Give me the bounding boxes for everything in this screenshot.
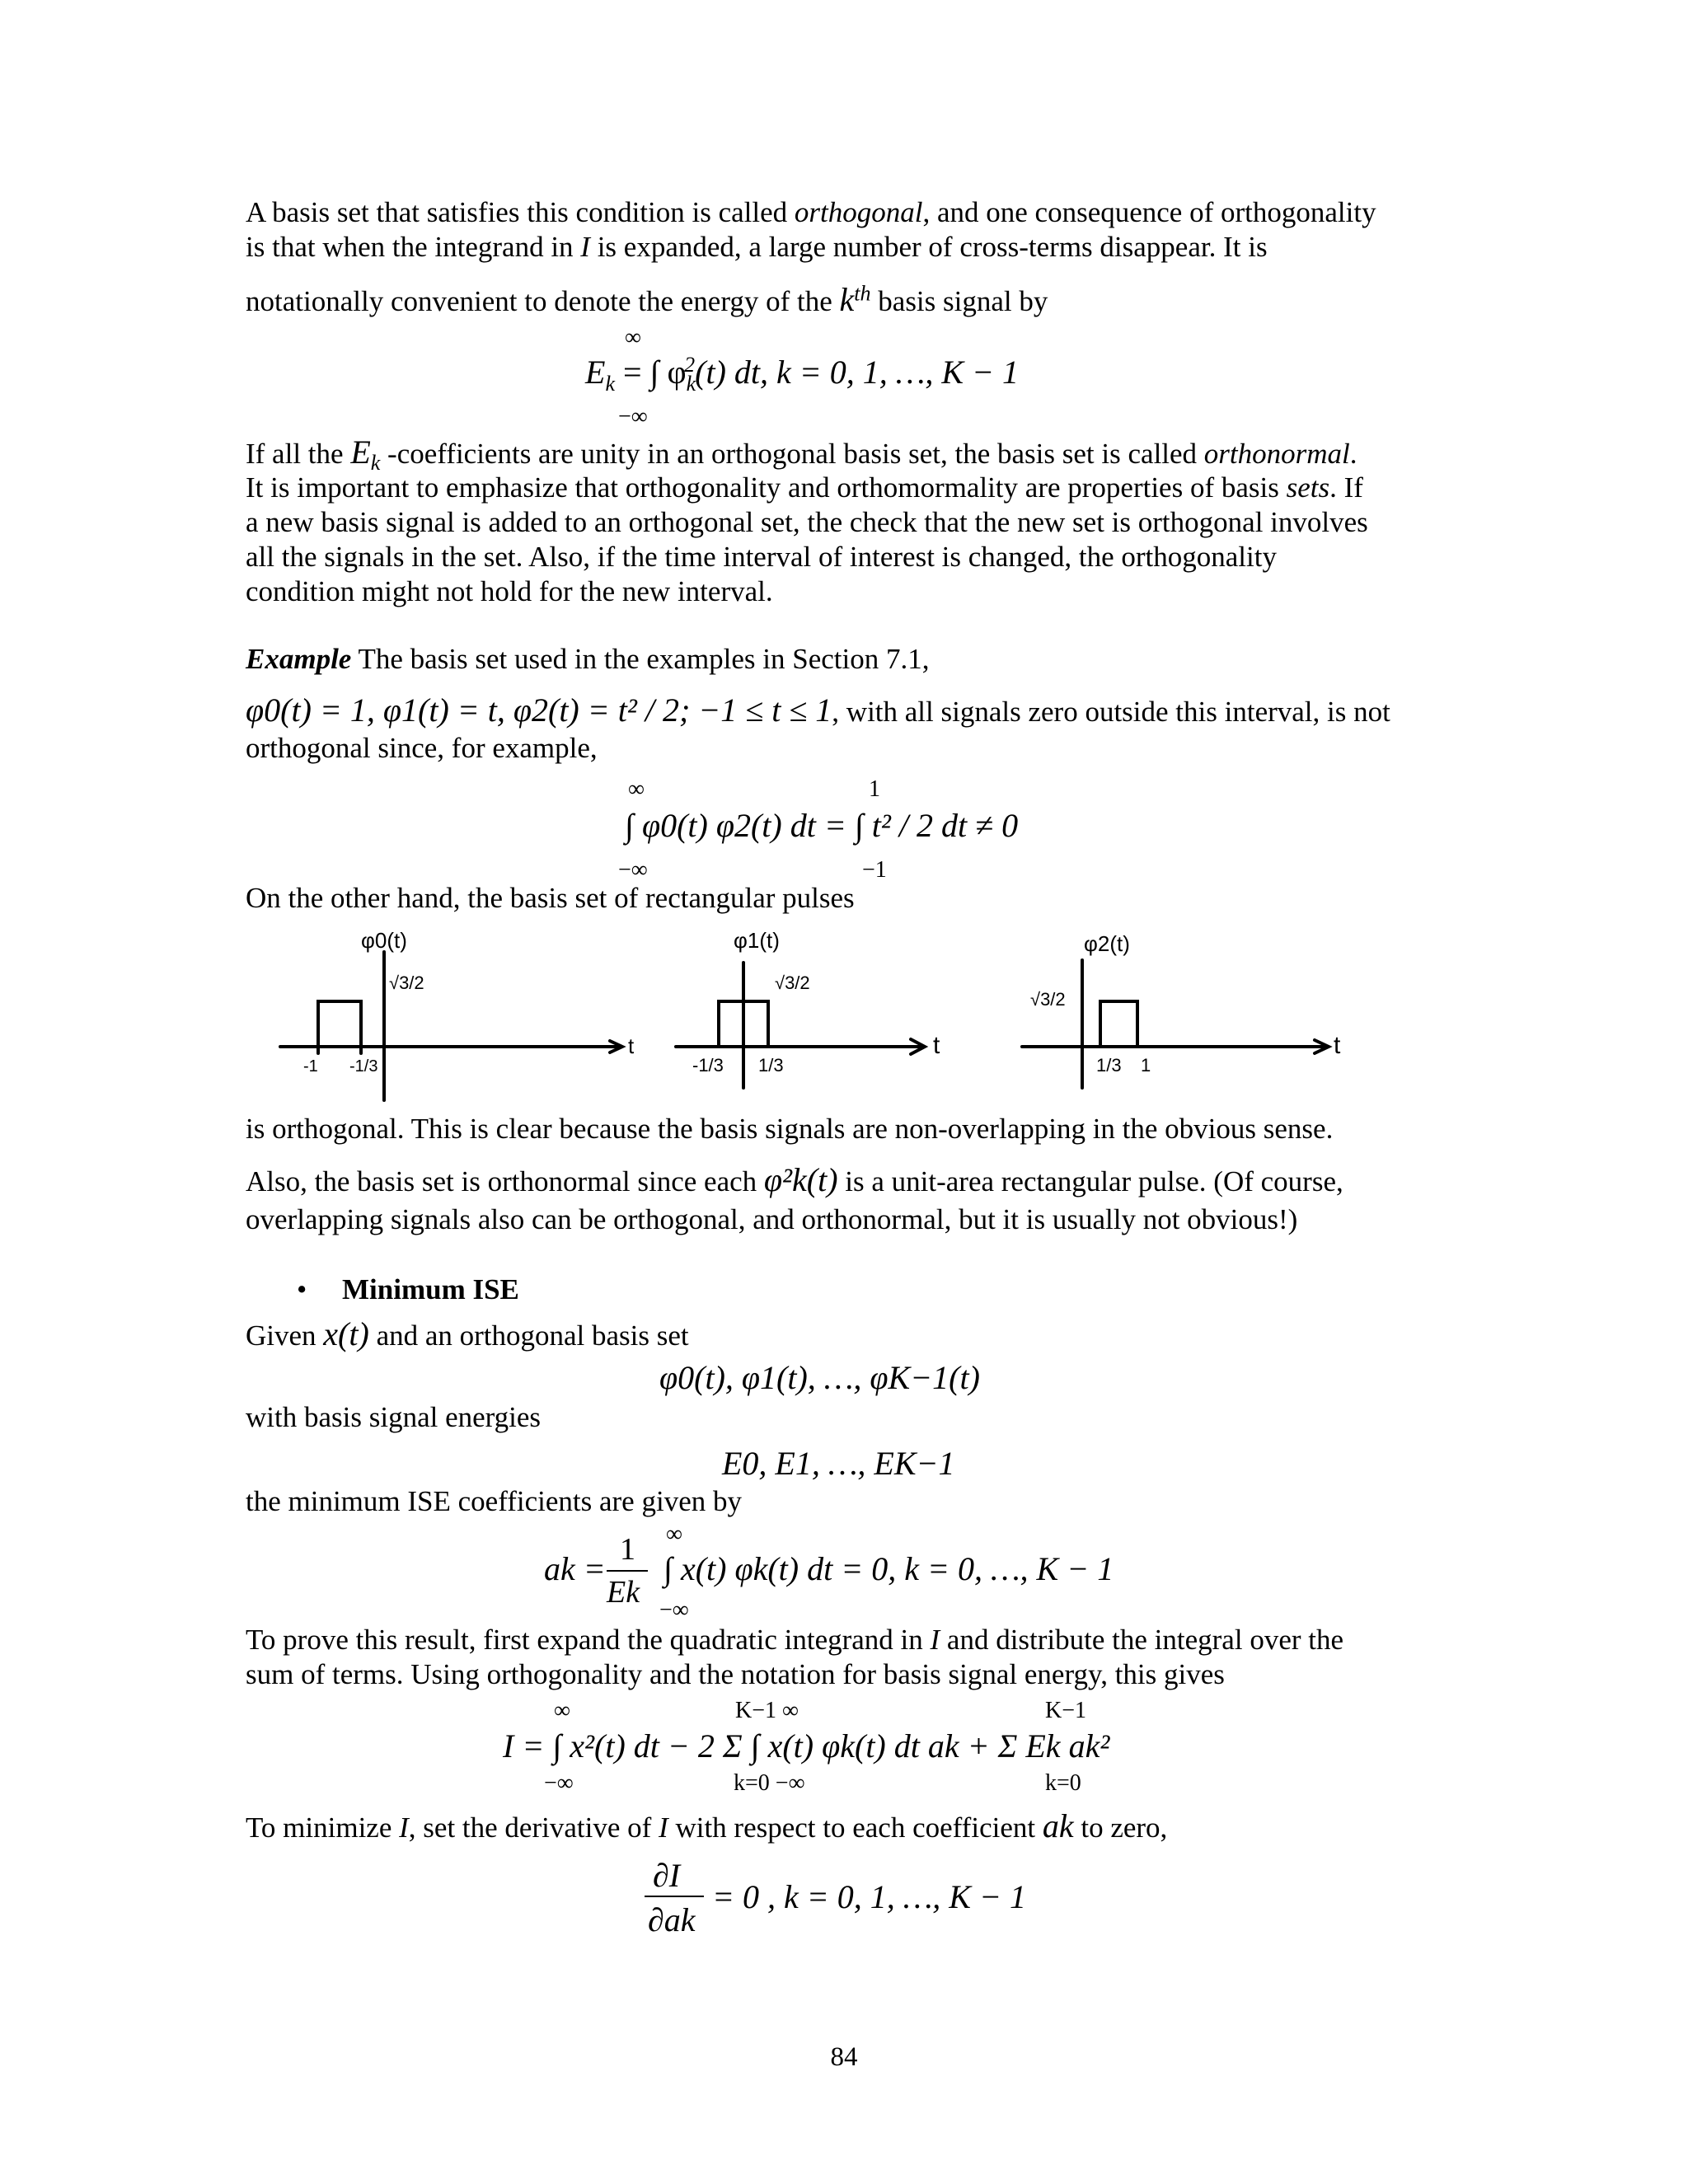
sketch1-tick: -1 xyxy=(303,1057,318,1076)
paragraph-line xyxy=(246,433,1357,475)
text-span: , with all signals zero outside this interval, is not xyxy=(832,696,1390,728)
math-xt: x(t) xyxy=(323,1315,369,1352)
math-th: th xyxy=(854,281,871,306)
text-span: A basis set that satisfies this condition is called xyxy=(246,196,795,228)
text-span: If all the xyxy=(246,438,351,470)
text-span: , and one consequence of orthogonality xyxy=(922,196,1376,228)
integral-lower-limit: −∞ xyxy=(618,857,648,883)
math-I: I xyxy=(399,1811,409,1844)
paragraph-line xyxy=(246,196,1376,229)
paragraph-line: all the signals in the set. Also, if the time interval of interest is changed, the orthogonality xyxy=(246,541,1277,573)
sketch2-axis-label: t xyxy=(933,1032,940,1059)
paragraph-line: the minimum ISE coefficients are given by xyxy=(246,1485,742,1517)
math-rest: (t) dt, k = 0, 1, …, K − 1 xyxy=(695,354,1019,391)
math-E: E xyxy=(350,434,371,471)
text-span: , set the derivative of xyxy=(408,1811,659,1844)
text-span: and distribute the integral over the xyxy=(940,1624,1344,1656)
emphasis-orthonormal: orthonormal xyxy=(1203,438,1350,470)
text-span: -coefficients are unity in an orthogonal basis set, the basis set is called xyxy=(380,438,1204,470)
math-ak: ak xyxy=(1042,1807,1074,1844)
sketch2-label: φ1(t) xyxy=(734,928,780,953)
integral-upper-limit: 1 xyxy=(869,776,880,802)
math-sup: 2 xyxy=(684,352,696,377)
math-I: I xyxy=(580,231,590,263)
bullet-icon: • xyxy=(297,1273,307,1305)
text-span: . If xyxy=(1329,471,1363,504)
math-basis-set: φ0(t) = 1, φ1(t) = t, φ2(t) = t² / 2; −1 ≤ t ≤ 1 xyxy=(246,691,832,729)
integral-upper-limit: ∞ xyxy=(628,776,645,802)
integral-lower-limit: −∞ xyxy=(618,404,648,429)
text-span: is that when the integrand in xyxy=(246,231,581,263)
paragraph-line xyxy=(246,691,1390,729)
text-span: and an orthogonal basis set xyxy=(368,1319,689,1352)
text-span: . xyxy=(1349,438,1357,470)
paragraph-line: sum of terms. Using orthogonality and the notation for basis signal energy, this gives xyxy=(246,1658,1225,1690)
text-span: To minimize xyxy=(246,1811,400,1844)
fraction-denominator: Ek xyxy=(607,1575,640,1610)
math-k: k xyxy=(839,281,855,318)
sketch1-label: φ0(t) xyxy=(361,928,407,953)
fraction-bar xyxy=(645,1896,704,1897)
math-expression: ∫ φ0(t) φ2(t) dt = ∫ t² / 2 dt ≠ 0 xyxy=(625,807,1019,844)
sketch-phi0 xyxy=(280,952,622,1100)
math-rest: = 0 , k = 0, 1, …, K − 1 xyxy=(712,1878,1026,1915)
paragraph-line: with basis signal energies xyxy=(246,1401,542,1433)
page-number: 84 xyxy=(830,2042,858,2072)
integral-lower-limit: −1 xyxy=(862,857,887,883)
math-E: E xyxy=(585,354,606,391)
example-label: Example xyxy=(246,643,352,675)
text-span: The basis set used in the examples in Section 7.1, xyxy=(351,643,930,675)
math-expression: I = ∫ x²(t) dt − 2 Σ ∫ x(t) φk(t) dt ak + Σ Ek ak² xyxy=(503,1727,1110,1765)
text-span: is expanded, a large number of cross-terms disappear. It is xyxy=(589,231,1268,263)
sketch1-tick: -1/3 xyxy=(349,1057,378,1076)
sum-lower-limit: k=0 xyxy=(1045,1770,1081,1796)
sketch2-amplitude: √3/2 xyxy=(775,972,810,993)
paragraph-line: condition might not hold for the new interval. xyxy=(246,575,773,607)
paragraph-line: a new basis signal is added to an orthogonal set, the check that the new set is orthogonal involves xyxy=(246,506,1368,538)
section-heading: Minimum ISE xyxy=(342,1273,519,1305)
sketch1-axis-label: t xyxy=(628,1033,635,1058)
pulse-sketches xyxy=(264,923,1376,1121)
text-span: is a unit-area rectangular pulse. (Of course, xyxy=(837,1165,1343,1197)
sum-upper-limit: K−1 ∞ xyxy=(735,1698,799,1723)
math-rest: ∫ x(t) φk(t) dt = 0, k = 0, …, K − 1 xyxy=(663,1550,1114,1587)
paragraph-line xyxy=(246,231,1268,264)
paragraph-line xyxy=(246,280,1048,319)
paragraph-line xyxy=(246,1315,689,1353)
paragraph-line xyxy=(246,1624,1343,1657)
fraction-bar xyxy=(607,1570,648,1572)
math-sub: k xyxy=(605,372,615,396)
math-I: I xyxy=(659,1811,668,1844)
sketch3-axis-label: t xyxy=(1334,1032,1341,1059)
text-span: Also, the basis set is orthonormal since each xyxy=(246,1165,764,1197)
paragraph-line xyxy=(246,1160,1343,1199)
sketch2-tick: 1/3 xyxy=(758,1055,784,1076)
equation-energy-list: E0, E1, …, EK−1 xyxy=(722,1445,955,1482)
integral-lower-limit: −∞ xyxy=(544,1770,574,1796)
paragraph-line: On the other hand, the basis set of rectangular pulses xyxy=(246,882,855,914)
integral-lower-limit: −∞ xyxy=(659,1597,689,1623)
sketch-phi2 xyxy=(1022,960,1329,1088)
paragraph-line xyxy=(246,471,1363,504)
text-span: basis signal by xyxy=(870,285,1048,317)
math-sub: k xyxy=(686,372,696,396)
math-I: I xyxy=(930,1624,940,1656)
math-lhs: ak = xyxy=(544,1550,606,1587)
paragraph-line: is orthogonal. This is clear because the basis signals are non-overlapping in the obvious sense. xyxy=(246,1113,1334,1145)
sketch3-tick: 1/3 xyxy=(1096,1055,1122,1076)
text-span: To prove this result, first expand the quadratic integrand in xyxy=(246,1624,931,1656)
math-phik-squared: φ²k(t) xyxy=(763,1161,838,1198)
text-span: It is important to emphasize that orthogonality and orthomormality are properties of basis xyxy=(246,471,1287,504)
text-span: notationally convenient to denote the energy of the xyxy=(246,285,840,317)
fraction-numerator: ∂I xyxy=(653,1857,681,1894)
paragraph-line: overlapping signals also can be orthogonal, and orthonormal, but it is usually not obvious!) xyxy=(246,1203,1298,1235)
integral-upper-limit: ∞ xyxy=(666,1521,682,1547)
sketch3-tick: 1 xyxy=(1141,1055,1151,1076)
sketch2-tick: -1/3 xyxy=(692,1055,724,1076)
text-span: with respect to each coefficient xyxy=(668,1811,1043,1844)
text-span: to zero, xyxy=(1073,1811,1168,1844)
sum-upper-limit: K−1 xyxy=(1045,1698,1087,1723)
sketch3-amplitude: √3/2 xyxy=(1030,989,1066,1010)
emphasis-sets: sets xyxy=(1286,471,1330,504)
sketch1-amplitude: √3/2 xyxy=(389,972,424,993)
paragraph-line xyxy=(246,1807,1167,1845)
integral-upper-limit: ∞ xyxy=(554,1698,570,1723)
sketch3-label: φ2(t) xyxy=(1084,931,1130,956)
equation-basis-list: φ0(t), φ1(t), …, φK−1(t) xyxy=(659,1359,980,1396)
sum-lower-limit: k=0 −∞ xyxy=(734,1770,805,1796)
paragraph-line xyxy=(246,643,930,676)
text-span: Given xyxy=(246,1319,324,1352)
fraction-denominator: ∂ak xyxy=(648,1901,696,1938)
emphasis-orthogonal: orthogonal xyxy=(794,196,923,228)
fraction-numerator: 1 xyxy=(620,1532,635,1567)
math-k: k xyxy=(370,451,381,475)
paragraph-line: orthogonal since, for example, xyxy=(246,732,598,764)
math-integral: = ∫ φ xyxy=(622,354,687,391)
integral-upper-limit: ∞ xyxy=(625,325,641,350)
